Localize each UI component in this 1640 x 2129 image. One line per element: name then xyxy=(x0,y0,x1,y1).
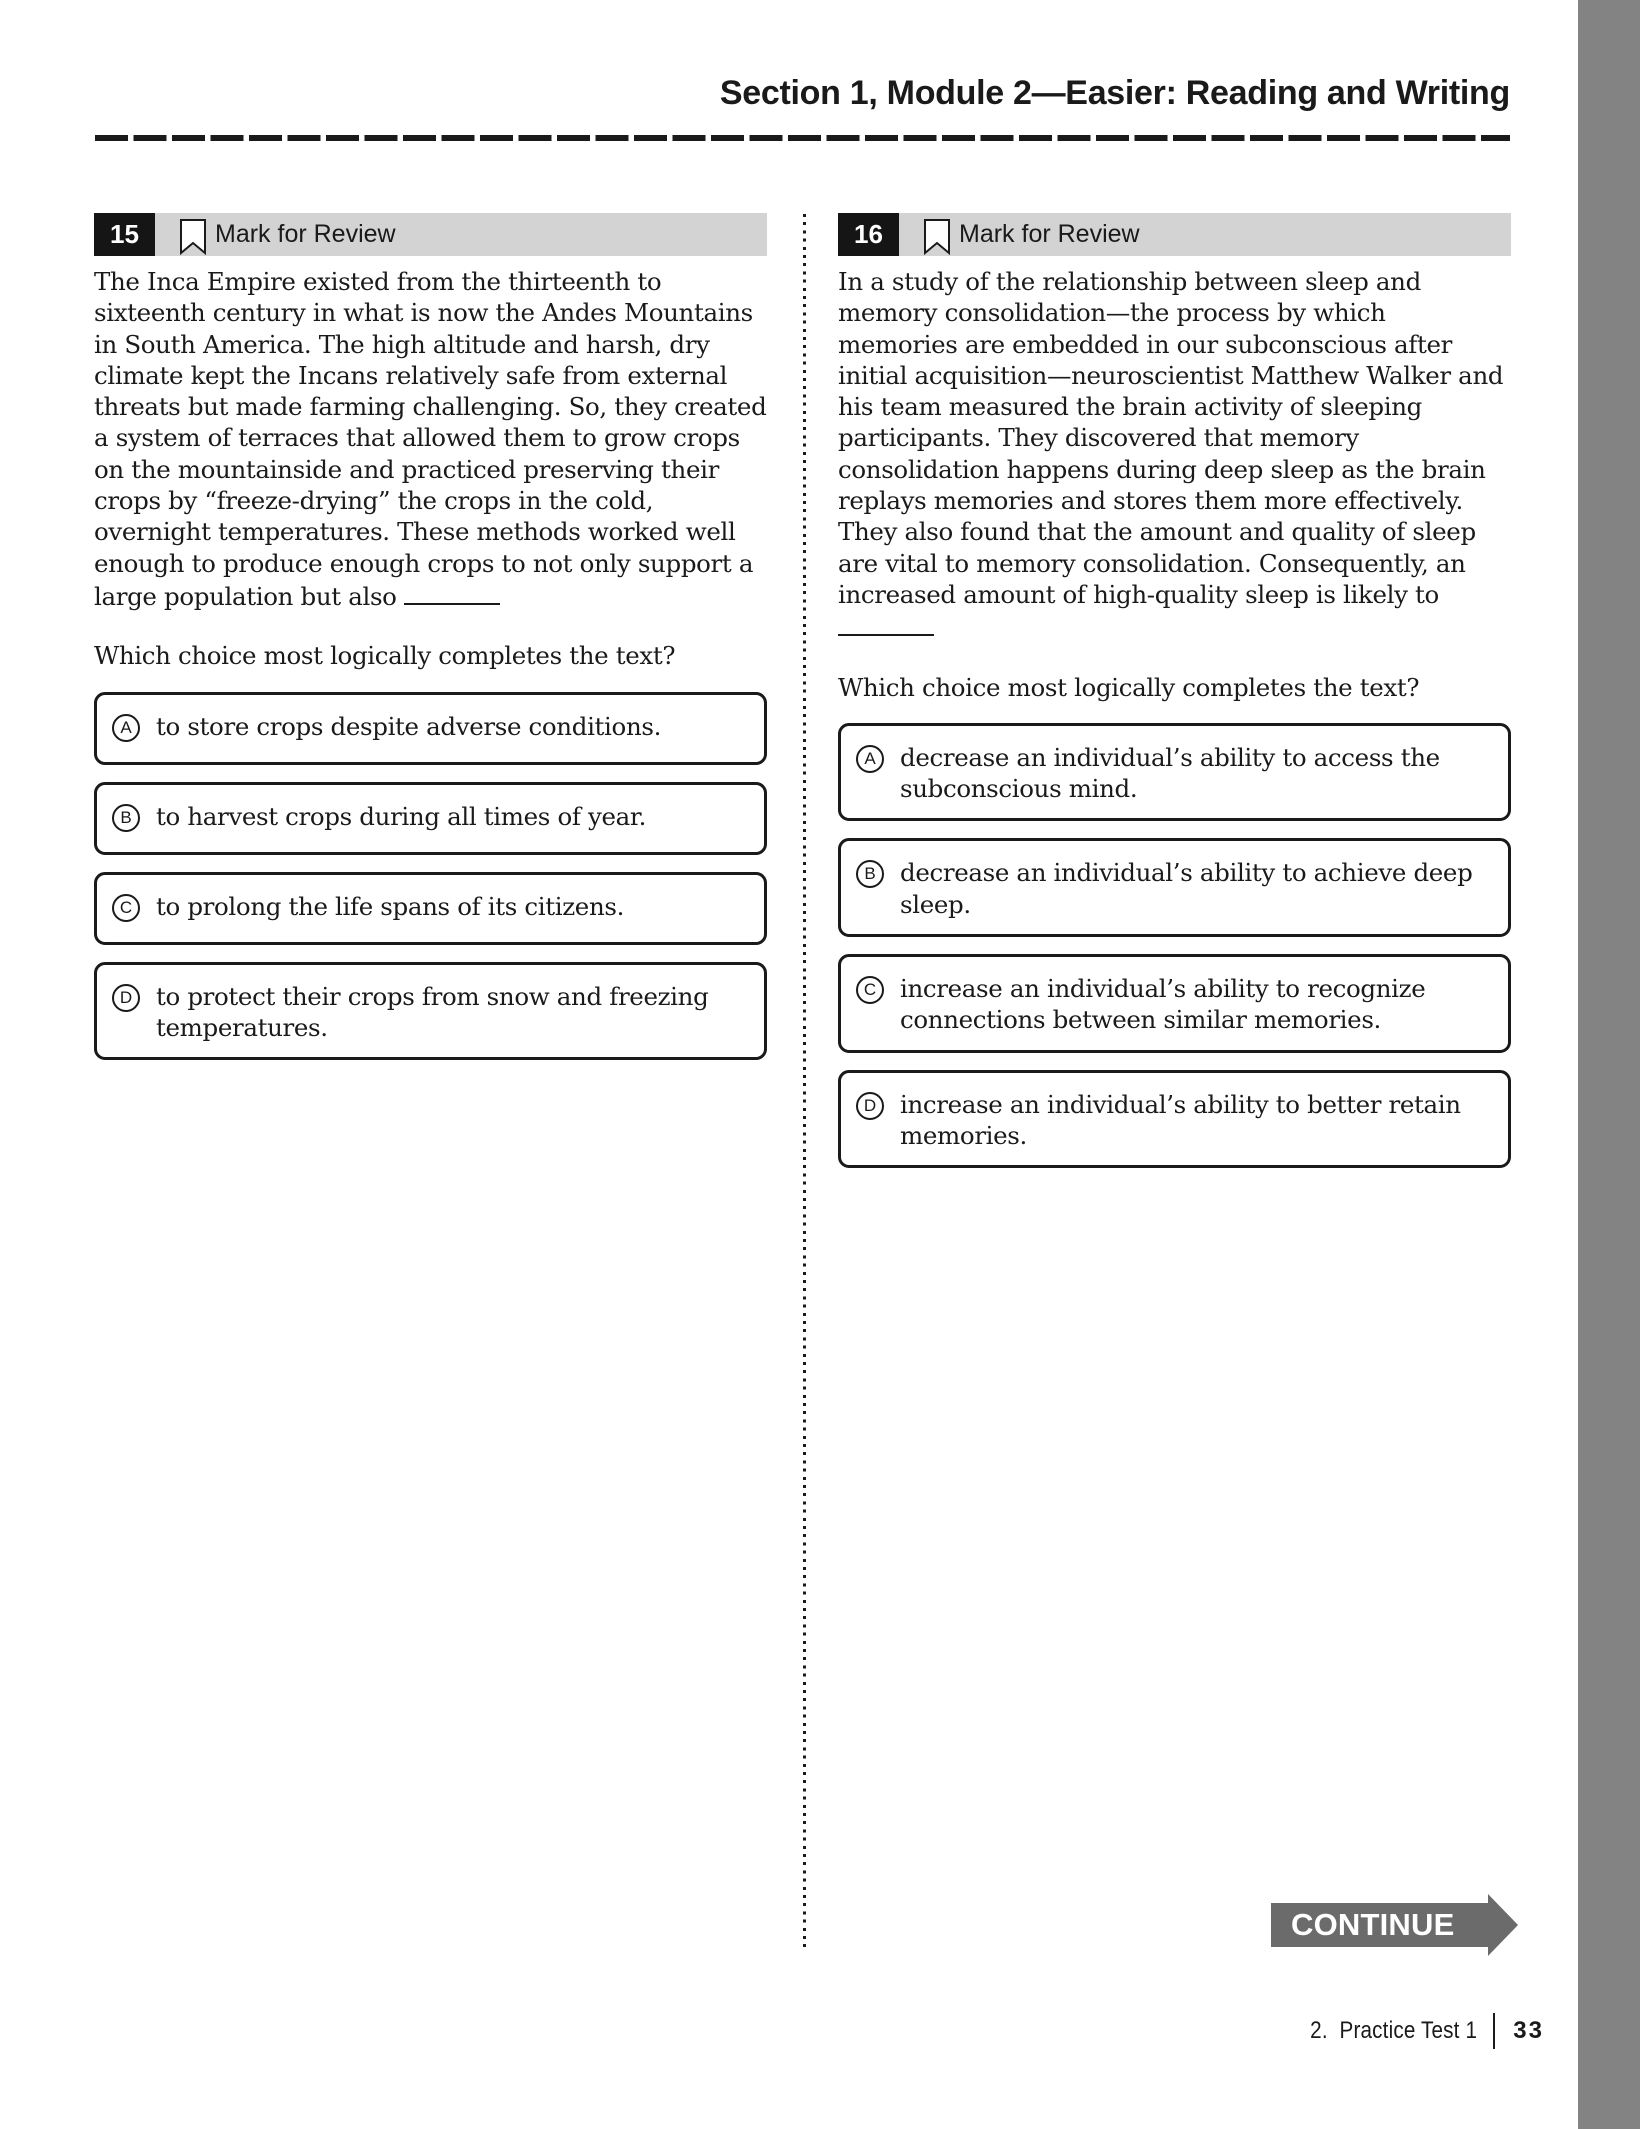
arrow-right-icon xyxy=(1488,1894,1518,1956)
question-number: 15 xyxy=(94,213,155,256)
bookmark-icon[interactable] xyxy=(179,218,207,256)
question-header-bar xyxy=(838,213,1511,256)
page-number: 33 xyxy=(1513,2017,1544,2044)
answer-choices xyxy=(94,692,767,1061)
choice-letter-b-icon: B xyxy=(856,860,884,888)
choice-letter-b-icon: B xyxy=(112,804,140,832)
passage-body: The Inca Empire existed from the thirteenth to sixteenth century in what is now the Andes Mountains in South America. The high altitude and harsh, dry climate kept the Incans relatively safe from external threats but made farming challenging. So, they created a system of terraces that allowed them to grow crops on the mountainside and practiced preserving their crops by “freeze-drying” the crops in the cold, overnight temperatures. These methods worked well enough to produce enough crops to not only support a large population but also xyxy=(94,267,767,611)
choice-text: to store crops despite adverse conditions. xyxy=(156,711,662,741)
footer-separator xyxy=(1493,2013,1495,2049)
choice-text: to protect their crops from snow and freezing temperatures. xyxy=(156,981,709,1042)
continue-button[interactable] xyxy=(1271,1894,1518,1956)
side-edge-strip xyxy=(1578,0,1640,2129)
answer-choices xyxy=(838,723,1511,1168)
mark-for-review-button[interactable]: Mark for Review xyxy=(215,220,396,248)
answer-blank xyxy=(404,579,500,605)
passage-body: In a study of the relationship between sleep and memory consolidation—the process by which memories are embedded in our subconscious after initial acquisition—neuroscientist Matthew Walker and his team measured the brain activity of sleeping participants. They discovered that memory consolidation happens during deep sleep as the brain replays memories and stores them more effectively. They also found that the amount and quality of sleep are vital to memory consolidation. Consequently, an increased amount of high-quality sleep is likely to xyxy=(838,267,1504,609)
choice-c[interactable] xyxy=(94,872,767,945)
choice-letter-c-icon: C xyxy=(856,976,884,1004)
choice-letter-c-icon: C xyxy=(112,894,140,922)
question-16 xyxy=(838,213,1511,1185)
bookmark-icon[interactable] xyxy=(923,218,951,256)
choice-text: decrease an individual’s ability to access the subconscious mind. xyxy=(900,742,1440,804)
choice-letter-d-icon: D xyxy=(856,1092,884,1120)
header-dashed-rule xyxy=(95,135,1510,141)
choice-text: increase an individual’s ability to better retain memories. xyxy=(900,1089,1461,1150)
chapter-label: 2. Practice Test 1 xyxy=(1310,2017,1478,2044)
choice-b[interactable] xyxy=(838,838,1511,937)
choice-b[interactable] xyxy=(94,782,767,855)
choice-letter-a-icon: A xyxy=(856,745,884,773)
question-number: 16 xyxy=(838,213,899,256)
choice-text: decrease an individual’s ability to achieve deep sleep. xyxy=(900,858,1473,919)
choice-d[interactable] xyxy=(94,962,767,1061)
choice-text: increase an individual’s ability to recognize connections between similar memories. xyxy=(900,974,1426,1035)
choice-a[interactable] xyxy=(94,692,767,765)
passage-text xyxy=(838,266,1511,644)
choice-c[interactable] xyxy=(838,954,1511,1053)
choice-d[interactable] xyxy=(838,1070,1511,1169)
passage-text xyxy=(94,266,767,612)
page-footer xyxy=(1283,2013,1544,2049)
choice-text: to prolong the life spans of its citizens. xyxy=(156,891,625,921)
choice-letter-a-icon: A xyxy=(112,714,140,742)
question-prompt: Which choice most logically completes the text? xyxy=(838,672,1420,702)
question-header-bar xyxy=(94,213,767,256)
question-15 xyxy=(94,213,767,1077)
choice-a[interactable] xyxy=(838,723,1511,822)
choice-text: to harvest crops during all times of year. xyxy=(156,801,647,831)
mark-for-review-button[interactable]: Mark for Review xyxy=(959,220,1140,248)
answer-blank xyxy=(838,610,934,636)
page-title: Section 1, Module 2—Easier: Reading and Writing xyxy=(719,74,1510,112)
question-prompt: Which choice most logically completes the text? xyxy=(94,641,676,671)
choice-letter-d-icon: D xyxy=(112,984,140,1012)
column-divider xyxy=(803,214,806,1952)
continue-label: CONTINUE xyxy=(1271,1903,1488,1947)
